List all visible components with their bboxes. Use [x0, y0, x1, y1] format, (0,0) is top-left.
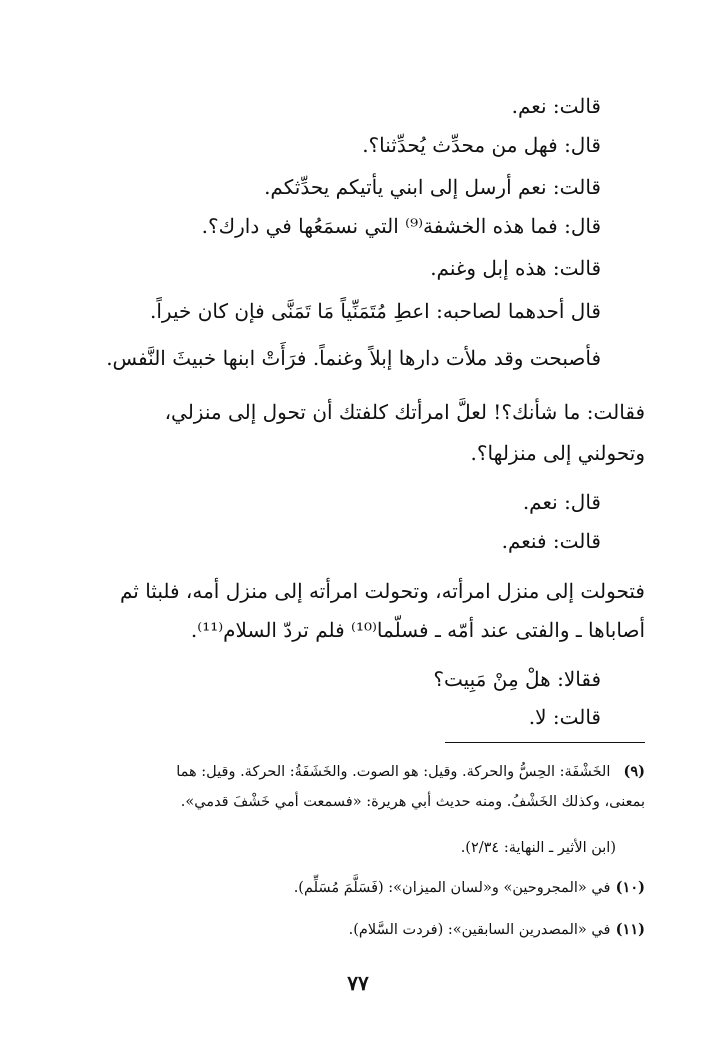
dialogue-line: قالت: هذه إبل وغنم.: [430, 256, 601, 280]
footnote-citation: (ابن الأثير ـ النهاية: ٢/٣٤).: [460, 840, 616, 856]
dialogue-line: قالت: فنعم.: [501, 529, 601, 553]
page-number: ٧٧: [347, 971, 369, 995]
paragraph-line: أصاباها ـ والفتى عند أمّه ـ فسلّما⁽¹⁰⁾ فلم تردّ السلام⁽¹¹⁾.: [190, 618, 645, 642]
footnote-text: في «المجروحين» و«لسان الميزان»: (فَسَلَّمَ مُسَلِّم).: [293, 880, 611, 896]
dialogue-line: قال أحدهما لصاحبه: اعطِ مُتَمَنِّياً مَا تَمَنَّى فإن كان خيراً.: [150, 299, 601, 323]
dialogue-line: قالت: نعم.: [511, 94, 601, 118]
footnote-number: (١١): [615, 921, 645, 938]
footnote-text: في «المصدرين السابقين»: (فردت السَّلام).: [348, 922, 611, 938]
dialogue-line: قال: فما هذه الخشفة⁽⁹⁾ التي نسمَعُها في دارك؟.: [201, 214, 601, 238]
footnote-number: (١٠): [615, 879, 645, 896]
dialogue-line: قالت: نعم أرسل إلى ابني يأتيكم يحدِّثكم.: [264, 175, 601, 199]
dialogue-line: فأصبحت وقد ملأت دارها إبلاً وغنماً. فرَأَتْ ابنها خبيثَ النَّفس.: [106, 346, 601, 370]
paragraph-line: وتحولني إلى منزلها؟.: [470, 441, 645, 465]
paragraph-line: فتحولت إلى منزل امرأته، وتحولت امرأته إلى منزل أمه، فلبثا ثم: [119, 579, 645, 603]
dialogue-line: فقالا: هلْ مِنْ مَبِيت؟: [433, 667, 601, 691]
dialogue-line: قالت: لا.: [528, 705, 601, 729]
dialogue-line: قال: نعم.: [522, 490, 601, 514]
footnote-divider: [445, 742, 645, 743]
footnote-text: بمعنى، وكذلك الخَشْفُ. ومنه حديث أبي هريرة: «فسمعت أمي خَشْفَ قدمي».: [180, 794, 645, 810]
dialogue-line: قال: فهل من محدِّث يُحدِّثنا؟.: [362, 133, 601, 157]
paragraph-line: فقالت: ما شأنك؟! لعلَّ امرأتك كلفتك أن تحول إلى منزلي،: [164, 400, 645, 424]
footnote-text: الخَشْفَة: الحِسُّ والحركة. وقيل: هو الصوت. والخَشَفَةُ: الحركة. وقيل: هما: [176, 764, 611, 780]
footnote-number: (٩): [623, 763, 645, 780]
